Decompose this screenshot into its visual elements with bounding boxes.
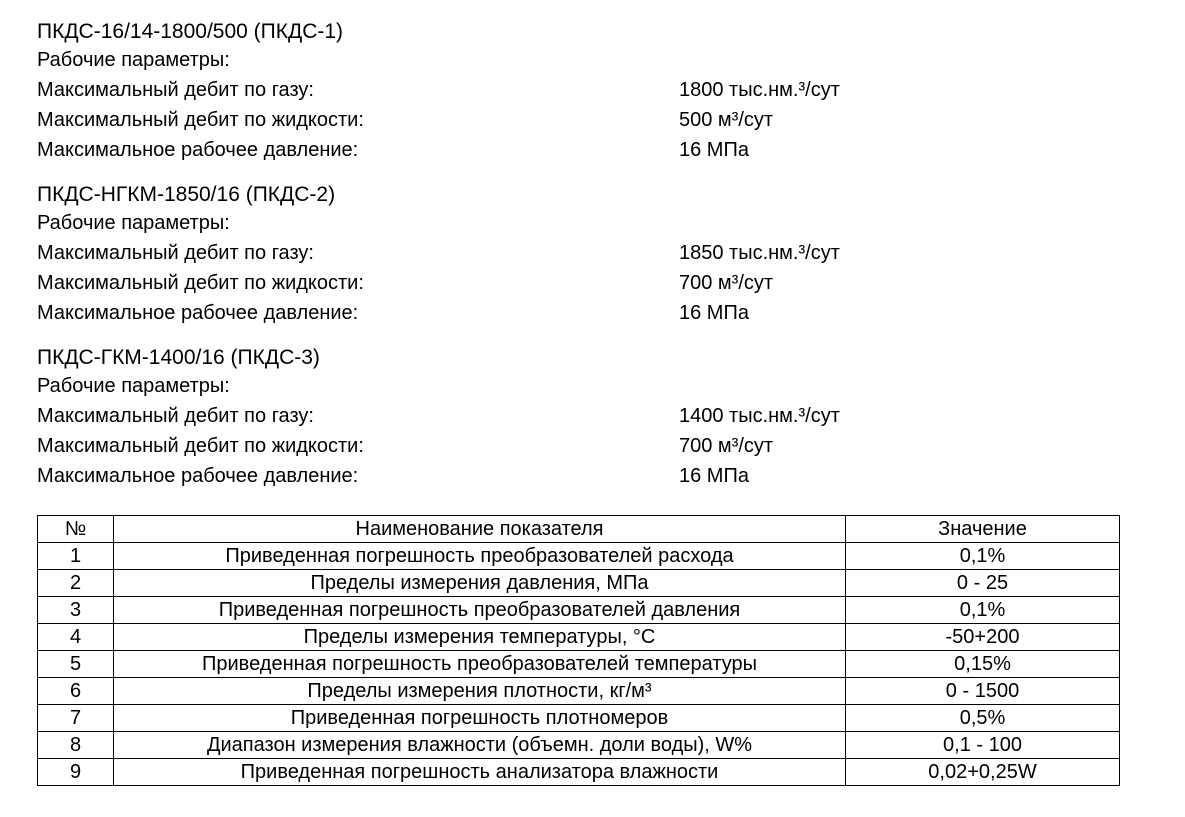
section-title: ПКДС-ГКМ-1400/16 (ПКДС-3) xyxy=(37,346,320,369)
cell-number: 9 xyxy=(38,759,114,786)
param-value: 1800 тыс.нм.³/сут xyxy=(679,79,840,101)
table-row xyxy=(38,570,1120,597)
cell-value: -50+200 xyxy=(846,624,1120,651)
cell-name: Приведенная погрешность преобразователей расхода xyxy=(114,543,846,570)
param-label: Максимальный дебит по жидкости: xyxy=(37,435,364,457)
param-label: Максимальный дебит по газу: xyxy=(37,242,314,264)
param-label: Максимальный дебит по газу: xyxy=(37,79,314,101)
cell-number: 6 xyxy=(38,678,114,705)
param-label: Максимальный дебит по жидкости: xyxy=(37,272,364,294)
param-row-pressure xyxy=(37,298,1137,328)
param-row-liquid xyxy=(37,105,1137,135)
table-row xyxy=(38,651,1120,678)
cell-value: 0,1 - 100 xyxy=(846,732,1120,759)
cell-name: Пределы измерения температуры, °С xyxy=(114,624,846,651)
cell-name: Приведенная погрешность плотномеров xyxy=(114,705,846,732)
table-row xyxy=(38,624,1120,651)
param-value: 16 МПа xyxy=(679,139,749,161)
param-row-gas xyxy=(37,401,1137,431)
param-row-gas xyxy=(37,238,1137,268)
table-row xyxy=(38,732,1120,759)
table-row xyxy=(38,759,1120,786)
cell-value: 0,5% xyxy=(846,705,1120,732)
cell-value: 0 - 1500 xyxy=(846,678,1120,705)
table-row xyxy=(38,543,1120,570)
param-label: Максимальный дебит по газу: xyxy=(37,405,314,427)
cell-value: 0,1% xyxy=(846,597,1120,624)
section-pkds-3 xyxy=(37,345,1137,491)
param-value: 16 МПа xyxy=(679,465,749,487)
param-row-pressure xyxy=(37,135,1137,165)
cell-name: Приведенная погрешность преобразователей температуры xyxy=(114,651,846,678)
param-value: 1400 тыс.нм.³/сут xyxy=(679,405,840,427)
cell-name: Приведенная погрешность анализатора влажности xyxy=(114,759,846,786)
cell-number: 8 xyxy=(38,732,114,759)
cell-value: 0,15% xyxy=(846,651,1120,678)
section-pkds-1 xyxy=(37,19,1137,165)
section-title: ПКДС-16/14-1800/500 (ПКДС-1) xyxy=(37,20,344,43)
section-title: ПКДС-НГКМ-1850/16 (ПКДС-2) xyxy=(37,183,336,206)
cell-name: Приведенная погрешность преобразователей давления xyxy=(114,597,846,624)
cell-value: 0,02+0,25W xyxy=(846,759,1120,786)
param-label: Максимальное рабочее давление: xyxy=(37,139,359,161)
param-value: 700 м³/сут xyxy=(679,272,774,294)
header-value: Значение xyxy=(846,516,1120,543)
table-row xyxy=(38,597,1120,624)
param-value: 500 м³/сут xyxy=(679,109,774,131)
cell-name: Пределы измерения давления, МПа xyxy=(114,570,846,597)
section-pkds-2 xyxy=(37,182,1137,328)
cell-number: 7 xyxy=(38,705,114,732)
header-name: Наименование показателя xyxy=(114,516,846,543)
param-row-liquid xyxy=(37,431,1137,461)
header-number: № xyxy=(38,516,114,543)
cell-name: Пределы измерения плотности, кг/м³ xyxy=(114,678,846,705)
cell-value: 0,1% xyxy=(846,543,1120,570)
param-row-pressure xyxy=(37,461,1137,491)
param-label: Максимальное рабочее давление: xyxy=(37,302,359,324)
cell-number: 4 xyxy=(38,624,114,651)
cell-number: 5 xyxy=(38,651,114,678)
table-row xyxy=(38,678,1120,705)
cell-name: Диапазон измерения влажности (объемн. доли воды), W% xyxy=(114,732,846,759)
param-value: 1850 тыс.нм.³/сут xyxy=(679,242,840,264)
param-label: Максимальное рабочее давление: xyxy=(37,465,359,487)
param-label: Максимальный дебит по жидкости: xyxy=(37,109,364,131)
section-subtitle: Рабочие параметры: xyxy=(37,49,230,71)
param-row-gas xyxy=(37,75,1137,105)
cell-number: 3 xyxy=(38,597,114,624)
cell-number: 2 xyxy=(38,570,114,597)
table-header-row xyxy=(38,516,1120,543)
param-value: 700 м³/сут xyxy=(679,435,774,457)
cell-number: 1 xyxy=(38,543,114,570)
section-subtitle: Рабочие параметры: xyxy=(37,212,230,234)
table-row xyxy=(38,705,1120,732)
cell-value: 0 - 25 xyxy=(846,570,1120,597)
specifications-table xyxy=(37,515,1120,786)
param-row-liquid xyxy=(37,268,1137,298)
param-value: 16 МПа xyxy=(679,302,749,324)
section-subtitle: Рабочие параметры: xyxy=(37,375,230,397)
